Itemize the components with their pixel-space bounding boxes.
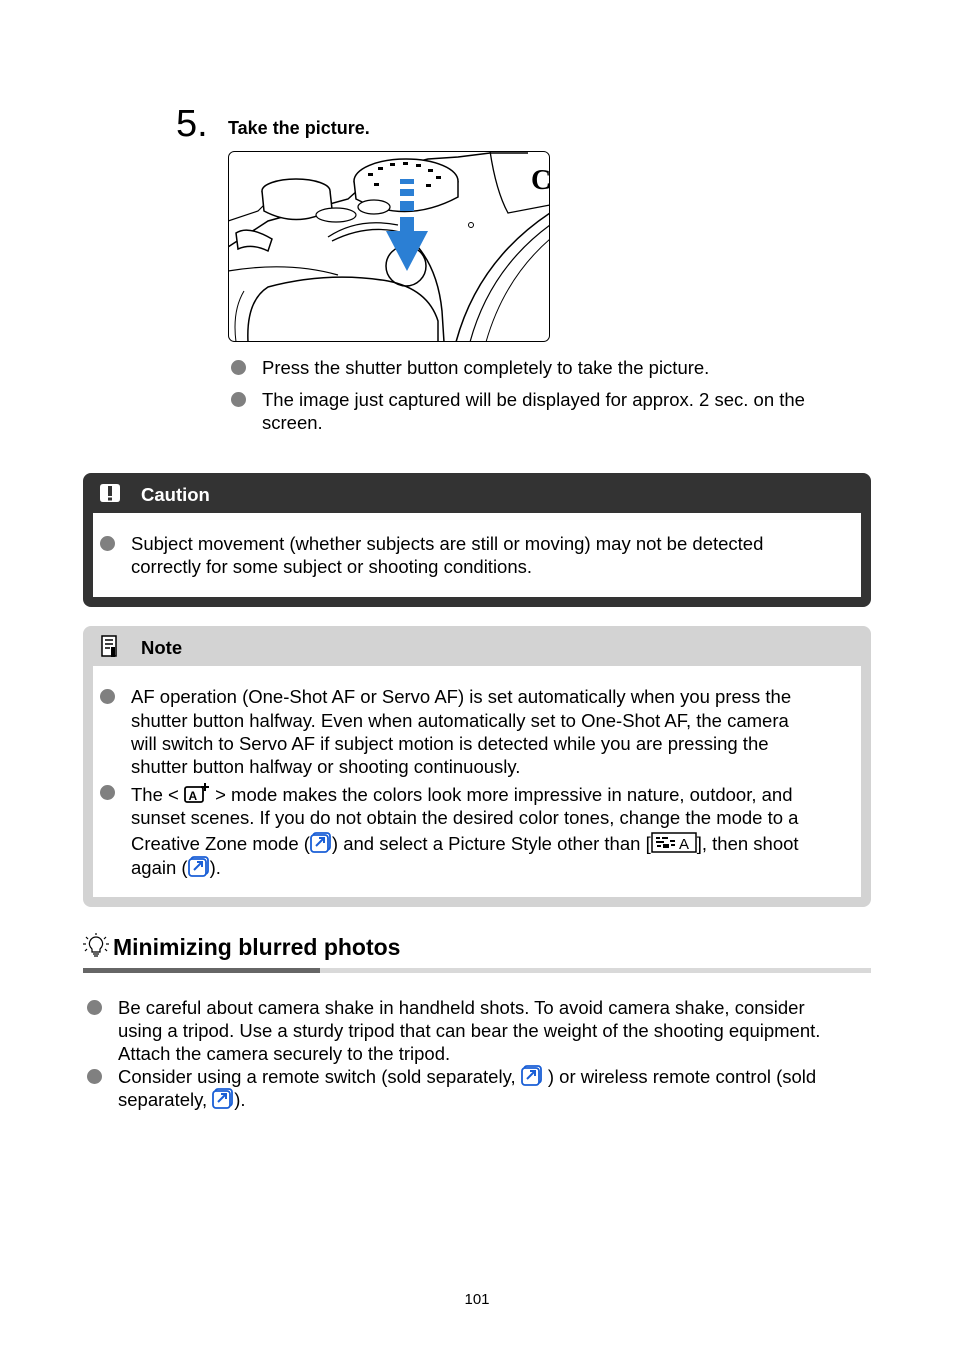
step-title: Take the picture. (228, 118, 370, 138)
step-number: 5. (176, 103, 208, 145)
shutter-illustration (228, 151, 550, 342)
bullet-icon (87, 1069, 102, 1084)
note-b1-line4: shutter button halfway or shooting continuously. (131, 756, 521, 777)
step-bullet-2-cont: screen. (262, 412, 323, 433)
note-b1-line2: shutter button halfway. Even when automatically set to One-Shot AF, the camera (131, 710, 789, 731)
page-link-icon[interactable] (310, 832, 332, 853)
bullet-icon (100, 785, 115, 800)
bullet-icon (87, 1000, 102, 1015)
note-b1-line3: will switch to Servo AF if subject motion is detected while you are pressing the (131, 733, 769, 754)
svg-text:C: C (531, 165, 550, 196)
caution-icon (99, 482, 121, 504)
scene-intelligent-auto-plus-icon (184, 782, 210, 804)
note-b2-line1: The < A > mode makes the colors look more impressive in nature, outdoor, and (131, 784, 793, 805)
section-b2-line2: separately, ). (118, 1089, 246, 1110)
lightbulb-icon (83, 933, 109, 959)
note-icon (100, 635, 120, 659)
svg-text:A: A (678, 836, 689, 853)
section-b1-line2: using a tripod. Use a sturdy tripod that can bear the weight of the shooting equipment. (118, 1020, 821, 1041)
caution-box (83, 473, 871, 607)
caution-line-2: correctly for some subject or shooting conditions. (131, 556, 533, 577)
bullet-icon (100, 689, 115, 704)
note-b2-line3: Creative Zone mode ( ) and select a Picture Style other than [ A ], then shoot (131, 833, 799, 854)
section-rule-light (320, 968, 871, 973)
caution-title: Caution (141, 484, 210, 505)
section-b2-line1: Consider using a remote switch (sold separately, ) or wireless remote control (sold (118, 1066, 817, 1087)
page-link-icon[interactable] (521, 1065, 543, 1086)
caution-content (93, 513, 861, 597)
camera-top-icon (228, 151, 550, 342)
note-b2-line4: again ( ). (131, 857, 221, 878)
section-b1-line3: Attach the camera securely to the tripod. (118, 1043, 451, 1064)
note-b1-line1: AF operation (One-Shot AF or Servo AF) is set automatically when you press the (131, 686, 792, 707)
section-rule (83, 968, 320, 973)
bullet-icon (231, 360, 246, 375)
caution-line-1: Subject movement (whether subjects are still or moving) may not be detected (131, 533, 764, 554)
page-number: 101 (464, 1291, 490, 1308)
step-bullet-2: The image just captured will be displayed for approx. 2 sec. on the (262, 389, 805, 410)
bullet-icon (231, 392, 246, 407)
note-content (93, 666, 861, 897)
svg-text:A: A (188, 789, 198, 803)
page-link-icon[interactable] (188, 856, 210, 877)
note-box (83, 626, 871, 907)
picture-style-auto-icon (651, 832, 697, 853)
page-link-icon[interactable] (212, 1088, 234, 1109)
note-title: Note (141, 637, 183, 658)
bullet-icon (100, 536, 115, 551)
section-b1-line1: Be careful about camera shake in handheld shots. To avoid camera shake, consider (118, 997, 805, 1018)
note-b2-line2: sunset scenes. If you do not obtain the desired color tones, change the mode to a (131, 807, 799, 828)
section-title: Minimizing blurred photos (113, 934, 401, 960)
step-bullet-1: Press the shutter button completely to take the picture. (262, 357, 710, 378)
